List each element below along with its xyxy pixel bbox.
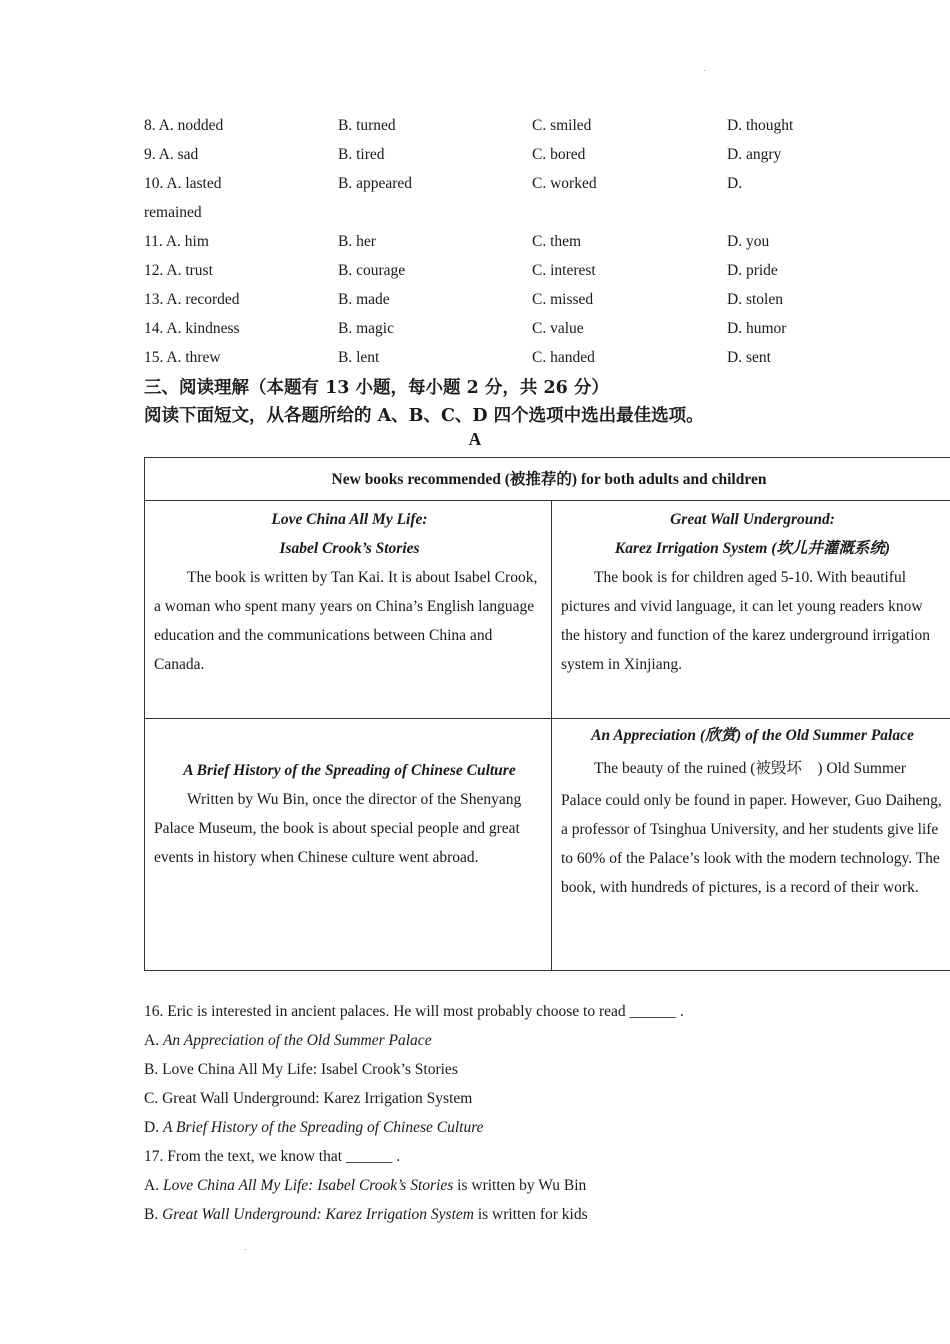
option-text: An Appreciation of the Old Summer Palace bbox=[162, 1032, 432, 1049]
option-a: 8. A. nodded bbox=[144, 117, 224, 134]
option-title: Great Wall Underground: Karez Irrigation System bbox=[162, 1206, 474, 1223]
option-letter: B. bbox=[144, 1206, 163, 1223]
option-c: C. handed bbox=[532, 349, 595, 366]
option-a: 12. A. trust bbox=[144, 262, 213, 279]
option-text: is written for kids bbox=[473, 1206, 588, 1223]
question-17-option-a bbox=[144, 1171, 586, 1200]
book-description: The book is for children aged 5-10. With beautiful pictures and vivid language, it can let young readers know the history and function of the karez underground irrigation system in Xinjiang. bbox=[561, 569, 931, 673]
book-description: Palace could only be found in paper. However, Guo Daiheng, a professor of Tsinghua University, and her students give life to 60% of the Palace’s look with the modern technology. The book, with hundreds of pictures, is a record of their work. bbox=[561, 792, 942, 896]
option-a: 14. A. kindness bbox=[144, 320, 240, 337]
book-cell-love-china bbox=[145, 501, 552, 719]
option-row-11 bbox=[144, 227, 944, 256]
option-row-15 bbox=[144, 343, 944, 372]
option-b: B. turned bbox=[338, 117, 396, 134]
passage-label: A bbox=[468, 429, 482, 449]
question-16: 16. Eric is interested in ancient palaces. He will most probably choose to read ______ . bbox=[144, 1003, 684, 1020]
option-d: D. stolen bbox=[727, 291, 783, 308]
book-description: The book is written by Tan Kai. It is about Isabel Crook, a woman who spent many years on China’s English language education and the communications between China and Canada. bbox=[154, 569, 538, 673]
option-a: 15. A. threw bbox=[144, 349, 221, 366]
question-17: 17. From the text, we know that ______ . bbox=[144, 1148, 401, 1165]
option-d: D. humor bbox=[727, 320, 787, 337]
option-title: Love China All My Life: Isabel Crook’s Stories bbox=[162, 1177, 454, 1194]
question-16-option-b: B. Love China All My Life: Isabel Crook’s Stories bbox=[144, 1061, 458, 1078]
option-row-13 bbox=[144, 285, 944, 314]
book-description: Written by Wu Bin, once the director of the Shenyang Palace Museum, the book is about special people and great events in history when Chinese culture went abroad. bbox=[154, 791, 522, 866]
option-d: D. angry bbox=[727, 146, 782, 163]
option-c: C. worked bbox=[532, 175, 597, 192]
option-d: D. thought bbox=[727, 117, 794, 134]
option-c: C. smiled bbox=[532, 117, 592, 134]
book-cell-brief-history bbox=[145, 719, 552, 971]
option-b: B. lent bbox=[338, 349, 380, 366]
option-b: B. courage bbox=[338, 262, 406, 279]
question-16-option-a bbox=[144, 1026, 432, 1055]
book-description-first-line: The beauty of the ruined (被毁坏 ) Old Summer bbox=[594, 760, 907, 777]
option-d: D. sent bbox=[727, 349, 771, 366]
books-table bbox=[144, 457, 950, 971]
book-cell-summer-palace bbox=[552, 719, 950, 971]
option-b: B. her bbox=[338, 233, 376, 250]
option-row-10 bbox=[144, 169, 944, 198]
option-10-d-wrap: remained bbox=[144, 204, 202, 221]
option-b: B. made bbox=[338, 291, 390, 308]
scan-speck bbox=[245, 1249, 246, 1250]
option-c: C. interest bbox=[532, 262, 596, 279]
option-row-12 bbox=[144, 256, 944, 285]
option-a: 13. A. recorded bbox=[144, 291, 240, 308]
option-c: C. bored bbox=[532, 146, 586, 163]
option-b: B. tired bbox=[338, 146, 385, 163]
question-16-option-d bbox=[144, 1113, 484, 1142]
book-title: An Appreciation (欣赏) of the Old Summer Palace bbox=[591, 727, 914, 744]
option-a: 10. A. lasted bbox=[144, 175, 222, 192]
option-text: A Brief History of the Spreading of Chinese Culture bbox=[162, 1119, 484, 1136]
option-d: D. bbox=[727, 175, 743, 192]
book-subtitle: Isabel Crook’s Stories bbox=[279, 540, 420, 557]
option-c: C. them bbox=[532, 233, 582, 250]
table-header: New books recommended (被推荐的) for both adults and children bbox=[145, 458, 950, 501]
scan-speck bbox=[704, 70, 705, 71]
book-cell-great-wall bbox=[552, 501, 950, 719]
option-row-14 bbox=[144, 314, 944, 343]
question-16-option-c: C. Great Wall Underground: Karez Irrigation System bbox=[144, 1090, 473, 1107]
book-subtitle: Karez Irrigation System (坎儿井灌溉系统) bbox=[614, 540, 891, 557]
section-instruction: 阅读下面短文，从各题所给的 A、B、C、D 四个选项中选出最佳选项。 bbox=[144, 406, 704, 426]
book-title: Great Wall Underground: bbox=[670, 511, 835, 528]
option-row-9 bbox=[144, 140, 944, 169]
section-title: 三、阅读理解（本题有 13 小题，每小题 2 分，共 26 分） bbox=[144, 378, 609, 398]
option-letter: D. bbox=[144, 1119, 163, 1136]
option-letter: A. bbox=[144, 1177, 163, 1194]
question-17-option-b bbox=[144, 1200, 588, 1229]
option-a: 11. A. him bbox=[144, 233, 209, 250]
option-d: D. pride bbox=[727, 262, 778, 279]
option-b: B. appeared bbox=[338, 175, 413, 192]
book-title: Love China All My Life: bbox=[271, 511, 428, 528]
option-text: is written by Wu Bin bbox=[453, 1177, 587, 1194]
option-c: C. value bbox=[532, 320, 584, 337]
book-title: A Brief History of the Spreading of Chinese Culture bbox=[183, 762, 516, 779]
option-letter: A. bbox=[144, 1032, 163, 1049]
option-c: C. missed bbox=[532, 291, 594, 308]
option-b: B. magic bbox=[338, 320, 394, 337]
option-d: D. you bbox=[727, 233, 770, 250]
option-a: 9. A. sad bbox=[144, 146, 199, 163]
option-row-8 bbox=[144, 111, 944, 140]
